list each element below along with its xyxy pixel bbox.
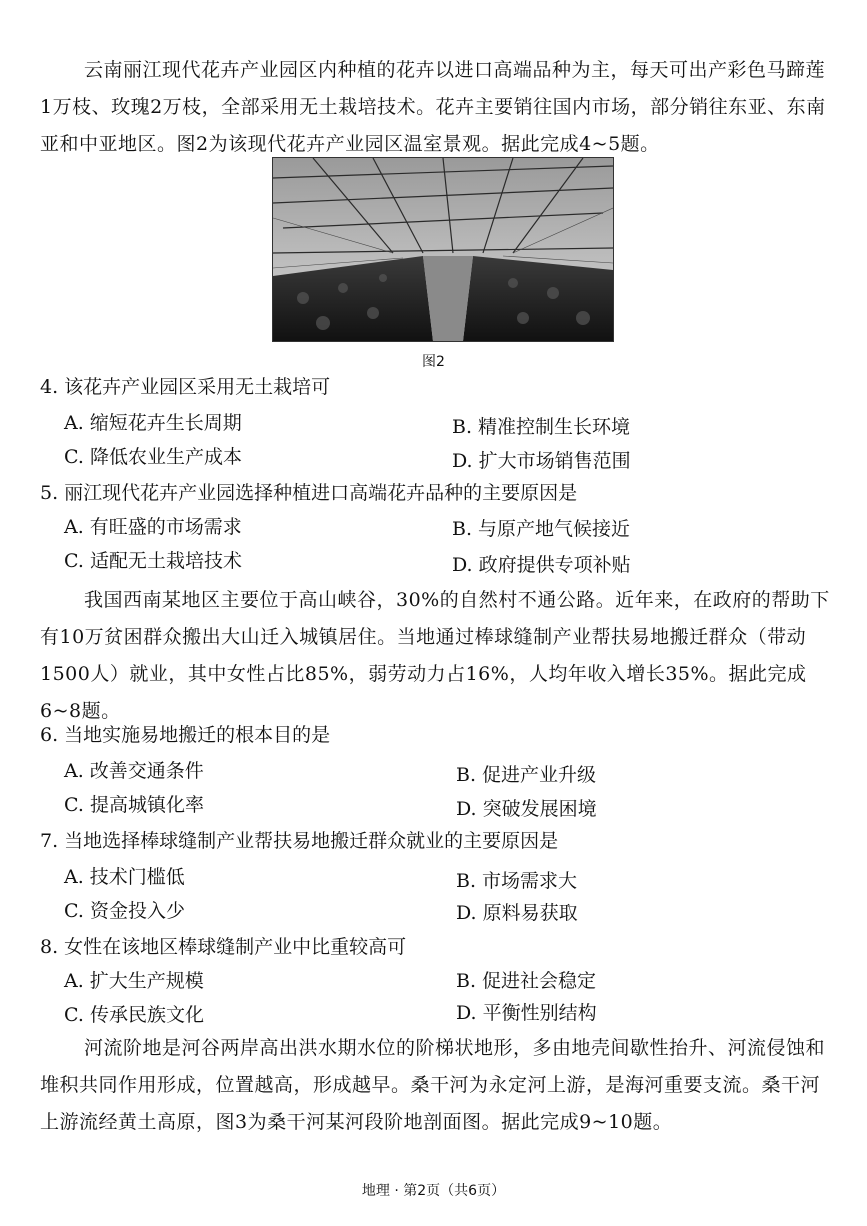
page-footer: 地理 · 第2页（共6页） [361, 1183, 506, 1199]
question-6-option-b[interactable]: B. 促进产业升级 [456, 764, 597, 786]
question-6-option-d[interactable]: D. 突破发展困境 [456, 798, 597, 820]
question-8-option-c[interactable]: C. 传承民族文化 [64, 1004, 204, 1026]
question-7-option-a[interactable]: A. 技术门槛低 [64, 866, 185, 888]
question-4-stem: 4. 该花卉产业园区采用无土栽培可 [40, 376, 331, 398]
question-5-option-d[interactable]: D. 政府提供专项补贴 [452, 554, 631, 576]
question-8-option-d[interactable]: D. 平衡性别结构 [456, 1002, 597, 1024]
question-7-option-c[interactable]: C. 资金投入少 [64, 900, 185, 922]
question-7-stem: 7. 当地选择棒球缝制产业帮扶易地搬迁群众就业的主要原因是 [40, 830, 559, 852]
question-4-option-a[interactable]: A. 缩短花卉生长周期 [64, 412, 242, 434]
question-4-option-b[interactable]: B. 精准控制生长环境 [452, 416, 631, 438]
question-5-option-b[interactable]: B. 与原产地气候接近 [452, 518, 631, 540]
question-5-option-a[interactable]: A. 有旺盛的市场需求 [64, 516, 242, 538]
intro-paragraph-flowers: 云南丽江现代花卉产业园区内种植的花卉以进口高端品种为主，每天可出产彩色马蹄莲1万枝、玫瑰2万枝，全部采用无土栽培技术。花卉主要销往国内市场，部分销往东亚、东南亚和中亚地区。图2为该现代花卉产业园区温室景观。据此完成4~5题。 [40, 59, 826, 155]
question-8-stem: 8. 女性在该地区棒球缝制产业中比重较高可 [40, 936, 407, 958]
question-5-stem: 5. 丽江现代花卉产业园选择种植进口高端花卉品种的主要原因是 [40, 482, 578, 504]
intro-paragraph-relocation: 我国西南某地区主要位于高山峡谷，30%的自然村不通公路。近年来，在政府的帮助下有10万贫困群众搬出大山迁入城镇居住。当地通过棒球缝制产业帮扶易地搬迁群众（带动1500人）就业，其中女性占比85%，弱劳动力占16%，人均年收入增长35%。据此完成6~8题。 [40, 589, 830, 722]
question-7-option-d[interactable]: D. 原料易获取 [456, 902, 578, 924]
question-4-option-c[interactable]: C. 降低农业生产成本 [64, 446, 242, 468]
intro-paragraph-river-terraces: 河流阶地是河谷两岸高出洪水期水位的阶梯状地形，多由地壳间歇性抬升、河流侵蚀和堆积共同作用形成，位置越高，形成越早。桑干河为永定河上游，是海河重要支流。桑干河上游流经黄土高原，图3为桑干河某河段阶地剖面图。据此完成9~10题。 [40, 1037, 826, 1133]
question-8-option-a[interactable]: A. 扩大生产规模 [64, 970, 204, 992]
question-4-option-d[interactable]: D. 扩大市场销售范围 [452, 450, 631, 472]
greenhouse-illustration [273, 158, 613, 341]
question-5-option-c[interactable]: C. 适配无土栽培技术 [64, 550, 242, 572]
question-6-stem: 6. 当地实施易地搬迁的根本目的是 [40, 724, 331, 746]
question-6-option-c[interactable]: C. 提高城镇化率 [64, 794, 204, 816]
greenhouse-photo [272, 157, 614, 342]
question-6-option-a[interactable]: A. 改善交通条件 [64, 760, 204, 782]
question-7-option-b[interactable]: B. 市场需求大 [456, 870, 578, 892]
figure-caption: 图2 [422, 354, 445, 370]
question-8-option-b[interactable]: B. 促进社会稳定 [456, 970, 597, 992]
